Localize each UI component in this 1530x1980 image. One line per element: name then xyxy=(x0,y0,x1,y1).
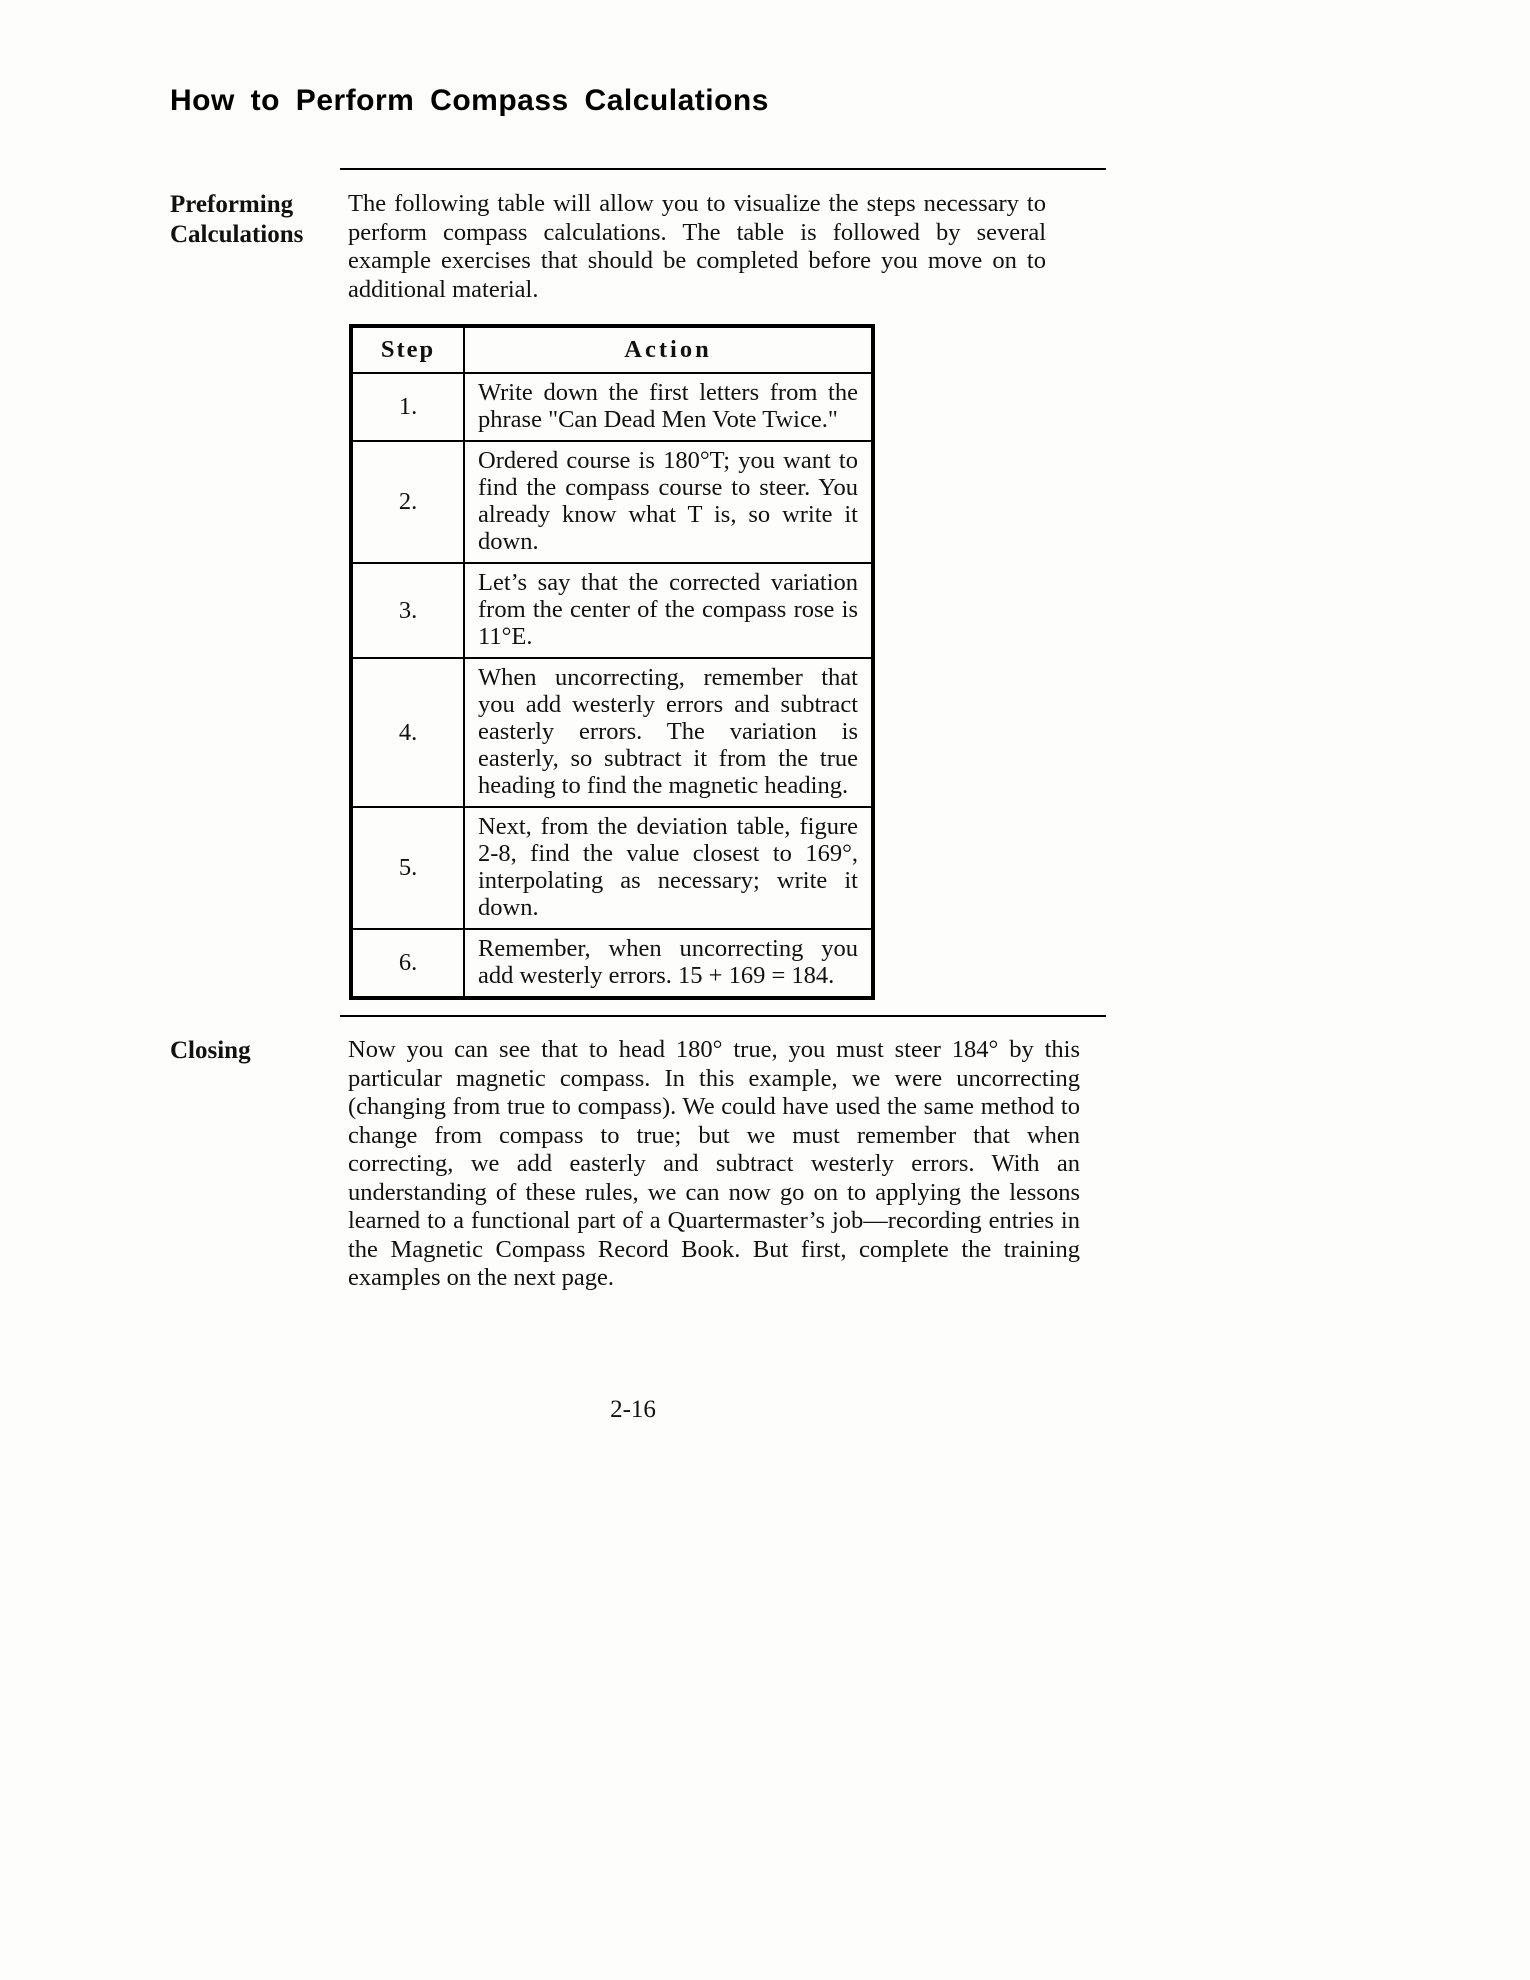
action-cell: Ordered course is 180°T; you want to find the compass course to steer. You already know what T is, so write it down. xyxy=(464,441,872,563)
action-cell: Let’s say that the corrected variation from the center of the compass rose is 11°E. xyxy=(464,563,872,658)
action-cell: Next, from the deviation table, figure 2-8, find the value closest to 169°, interpolating as necessary; write it down. xyxy=(464,807,872,929)
step-cell: 2. xyxy=(352,441,464,563)
step-cell: 5. xyxy=(352,807,464,929)
step-cell: 3. xyxy=(352,563,464,658)
step-cell: 4. xyxy=(352,658,464,807)
bottom-divider xyxy=(340,1015,1106,1017)
table-row xyxy=(352,441,872,563)
section-label-closing: Closing xyxy=(170,1037,251,1064)
table-row xyxy=(352,929,872,997)
steps-table-wrapper xyxy=(349,324,875,1000)
top-divider xyxy=(340,168,1106,170)
table-row xyxy=(352,658,872,807)
table-header-action: Action xyxy=(464,327,872,373)
page-title: How to Perform Compass Calculations xyxy=(170,84,769,117)
action-cell: Remember, when uncorrecting you add westerly errors. 15 + 169 = 184. xyxy=(464,929,872,997)
section-body-closing: Now you can see that to head 180° true, you must steer 184° by this particular magnetic compass. In this example, we were uncorrecting (changing from true to compass). We could have used the same method to change from compass to true; but we must remember that when correcting, we add easterly and subtract westerly errors. With an understanding of these rules, we can now go on to applying the lessons learned to a functional part of a Quartermaster’s job—recording entries in the Magnetic Compass Record Book. But first, complete the training examples on the next page. xyxy=(348,1036,1080,1291)
section-label-preforming: Preforming Calculations xyxy=(170,191,304,248)
action-cell: Write down the first letters from the phrase "Can Dead Men Vote Twice." xyxy=(464,373,872,441)
table-header-step: Step xyxy=(352,327,464,373)
table-row xyxy=(352,563,872,658)
table-row xyxy=(352,373,872,441)
step-cell: 6. xyxy=(352,929,464,997)
page-number: 2-16 xyxy=(610,1396,656,1423)
section-body-preforming: The following table will allow you to visualize the steps necessary to perform compass calculations. The table is followed by several example exercises that should be completed before you move on to additional material. xyxy=(348,190,1046,303)
table-row xyxy=(352,807,872,929)
table-header-row xyxy=(352,327,872,373)
steps-table xyxy=(351,326,873,998)
step-cell: 1. xyxy=(352,373,464,441)
action-cell: When uncorrecting, remember that you add westerly errors and subtract easterly errors. The variation is easterly, so subtract it from the true heading to find the magnetic heading. xyxy=(464,658,872,807)
